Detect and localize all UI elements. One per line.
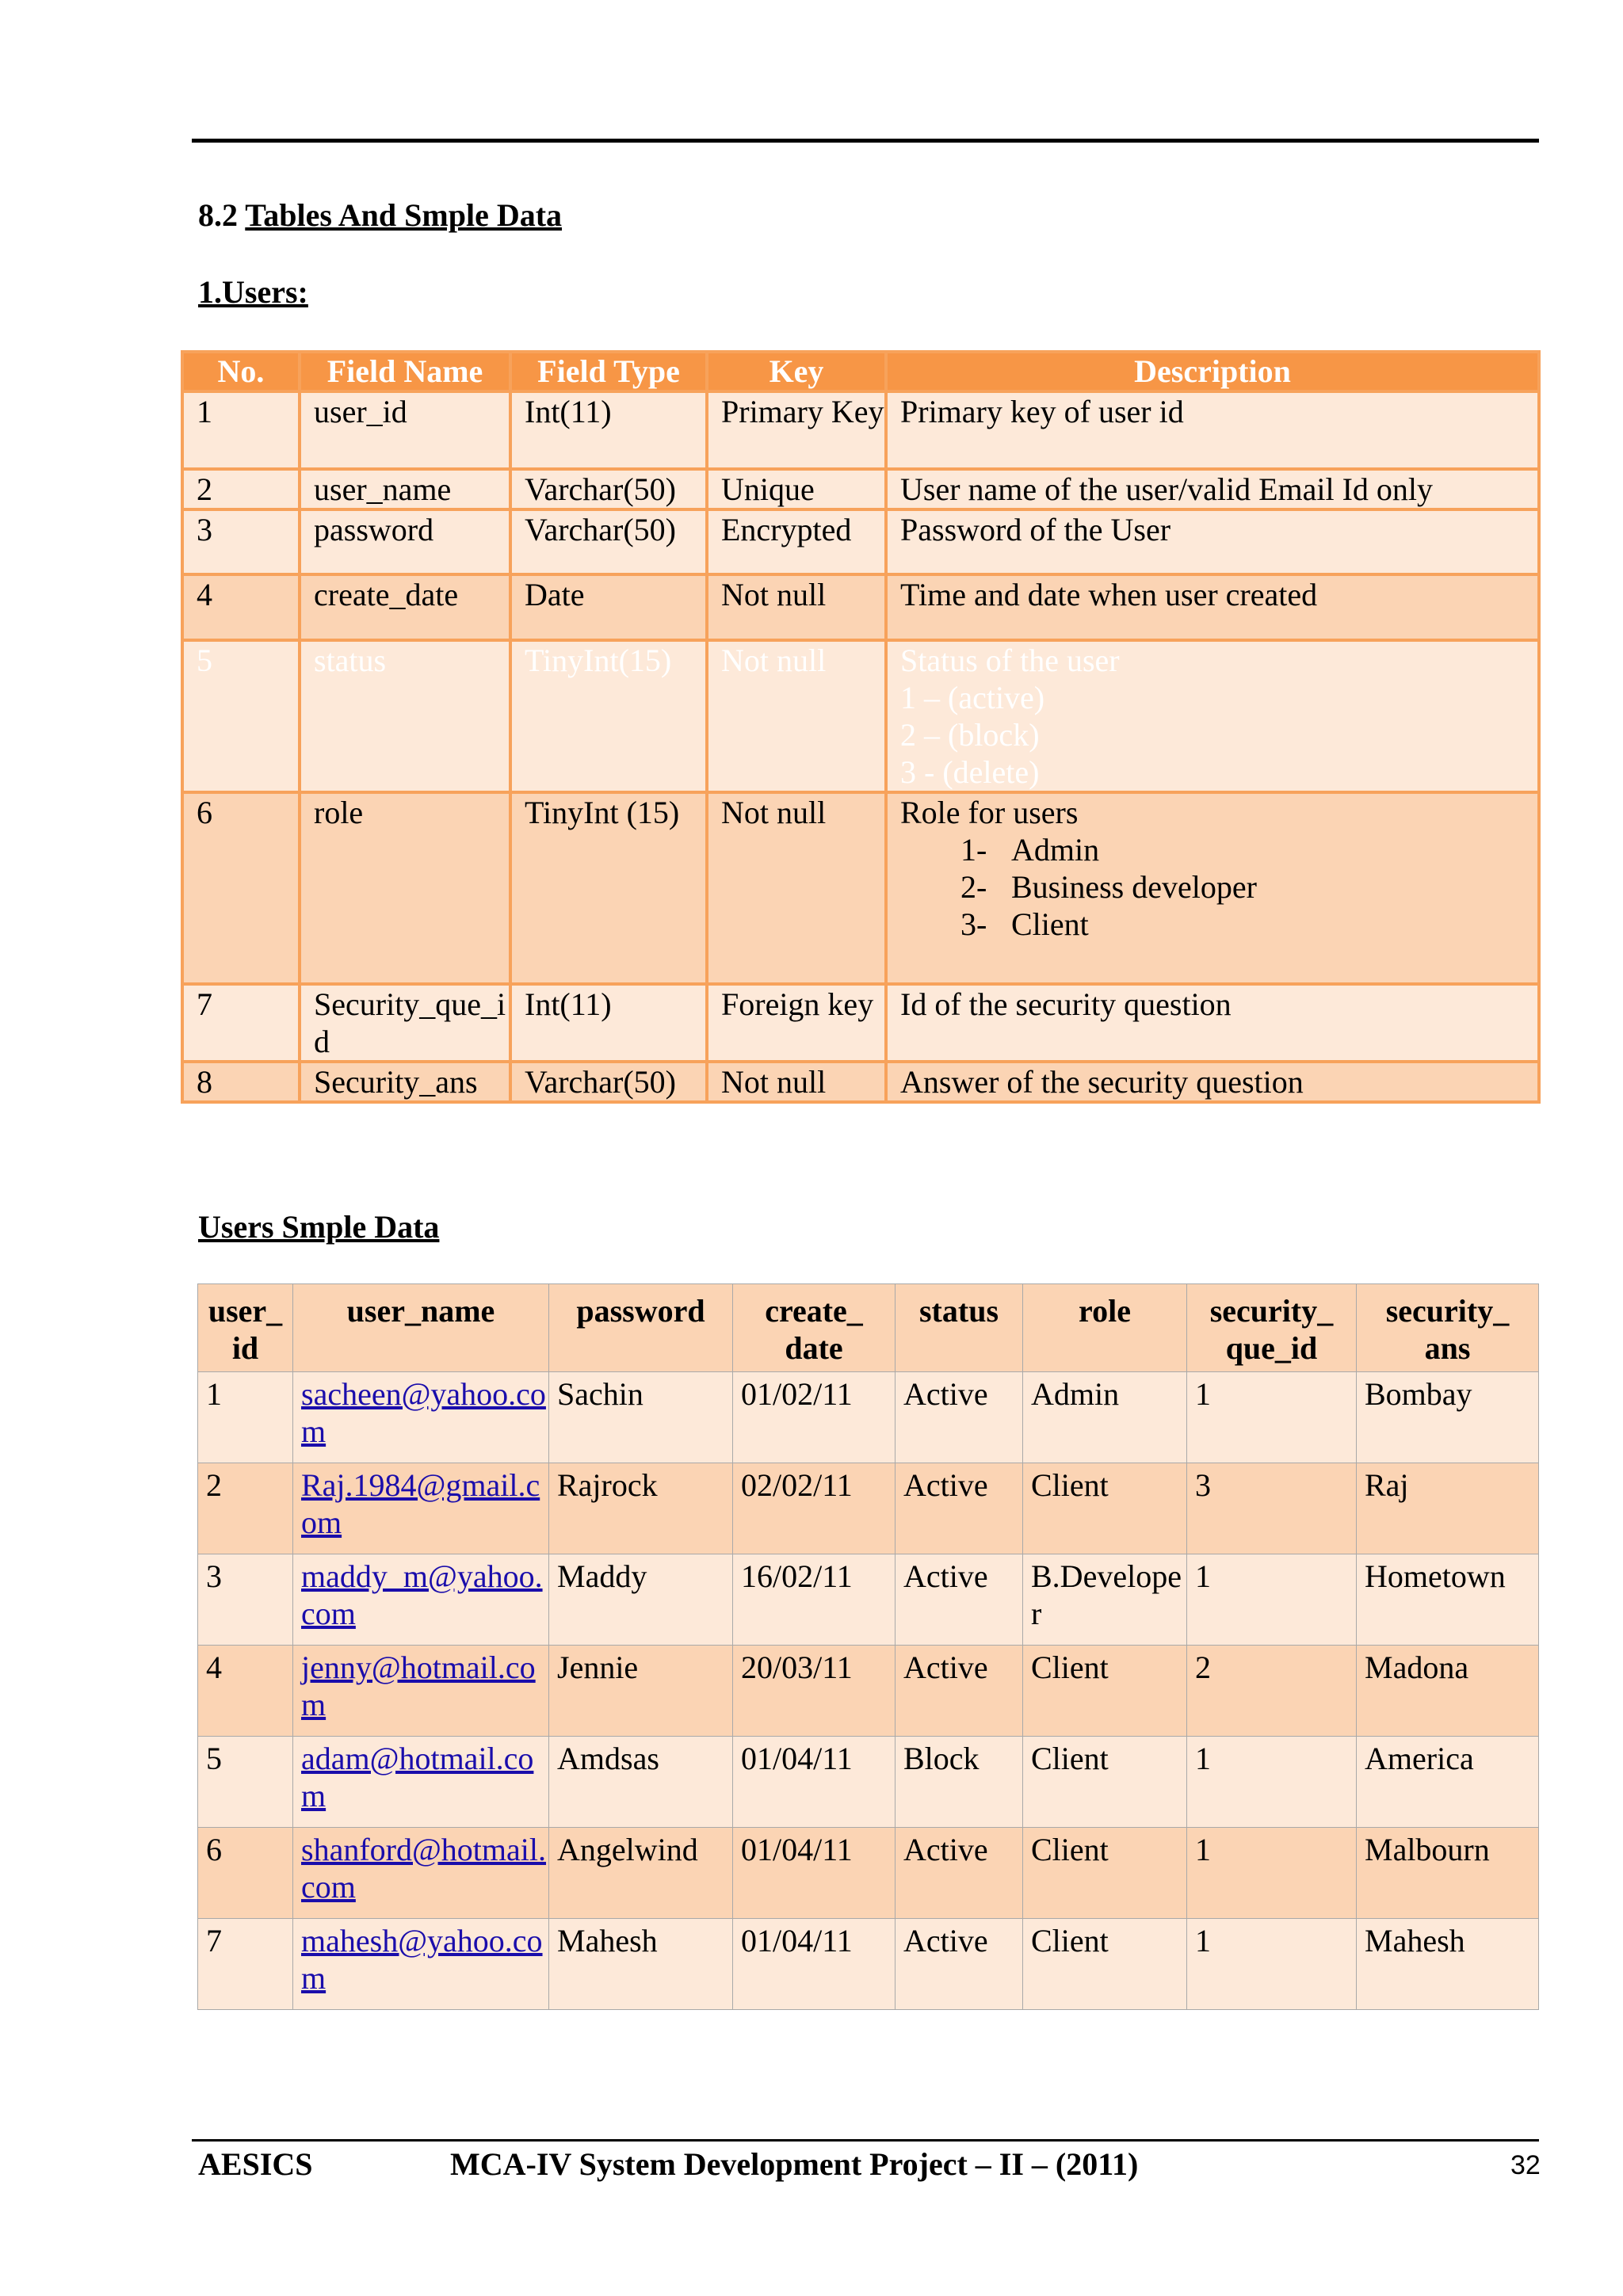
schema-no: 7	[182, 984, 300, 1062]
schema-no: 6	[182, 792, 300, 984]
cell-create-date: 20/03/11	[733, 1646, 896, 1737]
schema-header-field-name: Field Name	[300, 352, 510, 391]
email-link[interactable]: maddy_m@yahoo.com	[293, 1554, 549, 1646]
schema-header-field-type: Field Type	[510, 352, 707, 391]
schema-key: Unique	[707, 469, 886, 509]
cell-password: Mahesh	[549, 1919, 733, 2010]
cell-role: Client	[1023, 1828, 1187, 1919]
section-title: Tables And Smple Data	[245, 197, 563, 233]
cell-security-que-id: 1	[1187, 1828, 1357, 1919]
email-link[interactable]: mahesh@yahoo.com	[293, 1919, 549, 2010]
schema-field: password	[300, 509, 510, 574]
schema-no: 8	[182, 1062, 300, 1102]
cell-role: Client	[1023, 1919, 1187, 2010]
cell-security-ans: Hometown	[1357, 1554, 1539, 1646]
email-link[interactable]: shanford@hotmail.com	[293, 1828, 549, 1919]
cell-user-id: 3	[198, 1554, 293, 1646]
cell-create-date: 01/04/11	[733, 1737, 896, 1828]
table-row	[198, 1737, 1539, 1828]
subsection-heading: 1.Users:	[198, 274, 308, 310]
schema-row	[182, 792, 1539, 984]
sample-header-status: status	[896, 1284, 1023, 1372]
footer-institute: AESICS	[198, 2146, 313, 2182]
sample-header-user-name: user_name	[293, 1284, 549, 1372]
schema-row	[182, 469, 1539, 509]
schema-row	[182, 509, 1539, 574]
footer-rule	[192, 2139, 1539, 2142]
schema-key: Foreign key	[707, 984, 886, 1062]
schema-header-no: No.	[182, 352, 300, 391]
schema-type: Int(11)	[510, 391, 707, 469]
schema-field: Security_ans	[300, 1062, 510, 1102]
schema-header-key: Key	[707, 352, 886, 391]
schema-desc: Id of the security question	[886, 984, 1539, 1062]
status-desc-line: 1 – (active)	[900, 680, 1045, 715]
role-option-number: 2-	[960, 869, 987, 905]
header-rule	[192, 139, 1539, 143]
sample-header-password: password	[549, 1284, 733, 1372]
section-number: 8.2	[198, 197, 238, 233]
schema-desc: Primary key of user id	[886, 391, 1539, 469]
schema-field: create_date	[300, 574, 510, 640]
sample-header-row	[198, 1284, 1539, 1372]
schema-type: TinyInt(15)	[510, 640, 707, 792]
schema-no: 3	[182, 509, 300, 574]
schema-key: Primary Key	[707, 391, 886, 469]
cell-password: Rajrock	[549, 1463, 733, 1554]
role-option-label: Admin	[1011, 832, 1100, 868]
cell-security-que-id: 1	[1187, 1372, 1357, 1463]
schema-field: Security_que_id	[300, 984, 510, 1062]
schema-type: TinyInt (15)	[510, 792, 707, 984]
cell-security-ans: Malbourn	[1357, 1828, 1539, 1919]
cell-user-id: 6	[198, 1828, 293, 1919]
table-row	[198, 1646, 1539, 1737]
role-option	[900, 868, 1537, 906]
schema-no: 1	[182, 391, 300, 469]
schema-row	[182, 574, 1539, 640]
email-link[interactable]: adam@hotmail.com	[293, 1737, 549, 1828]
users-schema-table	[181, 350, 1541, 1104]
schema-row	[182, 984, 1539, 1062]
table-row	[198, 1554, 1539, 1646]
cell-status: Active	[896, 1828, 1023, 1919]
schema-key: Encrypted	[707, 509, 886, 574]
cell-security-ans: America	[1357, 1737, 1539, 1828]
schema-type: Varchar(50)	[510, 469, 707, 509]
cell-status: Active	[896, 1554, 1023, 1646]
status-desc-title: Status of the user	[900, 643, 1120, 678]
schema-type: Date	[510, 574, 707, 640]
cell-status: Active	[896, 1463, 1023, 1554]
schema-type: Varchar(50)	[510, 1062, 707, 1102]
schema-desc	[886, 640, 1539, 792]
role-desc-title: Role for users	[900, 795, 1079, 830]
section-heading	[198, 196, 562, 234]
role-option-label: Client	[1011, 906, 1089, 942]
sample-data-heading: Users Smple Data	[198, 1209, 440, 1245]
schema-desc	[886, 792, 1539, 984]
schema-row	[182, 1062, 1539, 1102]
cell-create-date: 01/02/11	[733, 1372, 896, 1463]
schema-desc: User name of the user/valid Email Id only	[886, 469, 1539, 509]
table-row	[198, 1828, 1539, 1919]
cell-user-id: 7	[198, 1919, 293, 2010]
schema-no: 2	[182, 469, 300, 509]
cell-security-que-id: 3	[1187, 1463, 1357, 1554]
cell-security-ans: Madona	[1357, 1646, 1539, 1737]
cell-user-id: 4	[198, 1646, 293, 1737]
schema-desc: Password of the User	[886, 509, 1539, 574]
cell-status: Active	[896, 1646, 1023, 1737]
cell-role: Client	[1023, 1646, 1187, 1737]
cell-user-id: 1	[198, 1372, 293, 1463]
users-sample-table	[197, 1283, 1539, 2010]
sample-header-create-date: create_ date	[733, 1284, 896, 1372]
schema-key: Not null	[707, 1062, 886, 1102]
cell-security-que-id: 2	[1187, 1646, 1357, 1737]
status-desc-line: 3 - (delete)	[900, 754, 1040, 790]
schema-key: Not null	[707, 574, 886, 640]
cell-password: Jennie	[549, 1646, 733, 1737]
schema-type: Varchar(50)	[510, 509, 707, 574]
sample-header-role: role	[1023, 1284, 1187, 1372]
cell-role: Client	[1023, 1737, 1187, 1828]
cell-role: B.Developer	[1023, 1554, 1187, 1646]
schema-desc: Time and date when user created	[886, 574, 1539, 640]
cell-password: Angelwind	[549, 1828, 733, 1919]
role-option	[900, 906, 1537, 943]
cell-user-id: 2	[198, 1463, 293, 1554]
cell-status: Active	[896, 1919, 1023, 2010]
role-option-number: 1-	[960, 832, 987, 868]
cell-security-que-id: 1	[1187, 1919, 1357, 2010]
schema-row	[182, 640, 1539, 792]
email-link[interactable]: Raj.1984@gmail.com	[293, 1463, 549, 1554]
cell-status: Active	[896, 1372, 1023, 1463]
role-option-number: 3-	[960, 906, 987, 942]
table-row	[198, 1372, 1539, 1463]
cell-password: Amdsas	[549, 1737, 733, 1828]
cell-status: Block	[896, 1737, 1023, 1828]
cell-password: Sachin	[549, 1372, 733, 1463]
role-option-label: Business developer	[1011, 869, 1257, 905]
email-link[interactable]: sacheen@yahoo.com	[293, 1372, 549, 1463]
schema-key: Not null	[707, 640, 886, 792]
cell-security-que-id: 1	[1187, 1737, 1357, 1828]
schema-header-row	[182, 352, 1539, 391]
schema-no: 5	[182, 640, 300, 792]
sample-header-user-id: user_ id	[198, 1284, 293, 1372]
email-link[interactable]: jenny@hotmail.com	[293, 1646, 549, 1737]
schema-field: status	[300, 640, 510, 792]
schema-key: Not null	[707, 792, 886, 984]
table-row	[198, 1919, 1539, 2010]
footer-project-title: MCA-IV System Development Project – II – (2011)	[450, 2146, 1139, 2182]
schema-field: user_id	[300, 391, 510, 469]
schema-row	[182, 391, 1539, 469]
schema-type: Int(11)	[510, 984, 707, 1062]
schema-desc: Answer of the security question	[886, 1062, 1539, 1102]
cell-password: Maddy	[549, 1554, 733, 1646]
role-option	[900, 831, 1537, 868]
cell-create-date: 01/04/11	[733, 1828, 896, 1919]
cell-security-ans: Bombay	[1357, 1372, 1539, 1463]
table-row	[198, 1463, 1539, 1554]
cell-security-que-id: 1	[1187, 1554, 1357, 1646]
schema-field: user_name	[300, 469, 510, 509]
cell-user-id: 5	[198, 1737, 293, 1828]
sample-header-security-que-id: security_ que_id	[1187, 1284, 1357, 1372]
cell-role: Admin	[1023, 1372, 1187, 1463]
cell-create-date: 16/02/11	[733, 1554, 896, 1646]
schema-field: role	[300, 792, 510, 984]
schema-no: 4	[182, 574, 300, 640]
cell-role: Client	[1023, 1463, 1187, 1554]
page-number: 32	[1510, 2150, 1541, 2180]
schema-header-description: Description	[886, 352, 1539, 391]
cell-security-ans: Raj	[1357, 1463, 1539, 1554]
cell-security-ans: Mahesh	[1357, 1919, 1539, 2010]
cell-create-date: 02/02/11	[733, 1463, 896, 1554]
cell-create-date: 01/04/11	[733, 1919, 896, 2010]
status-desc-line: 2 – (block)	[900, 717, 1040, 753]
sample-header-security-ans: security_ ans	[1357, 1284, 1539, 1372]
